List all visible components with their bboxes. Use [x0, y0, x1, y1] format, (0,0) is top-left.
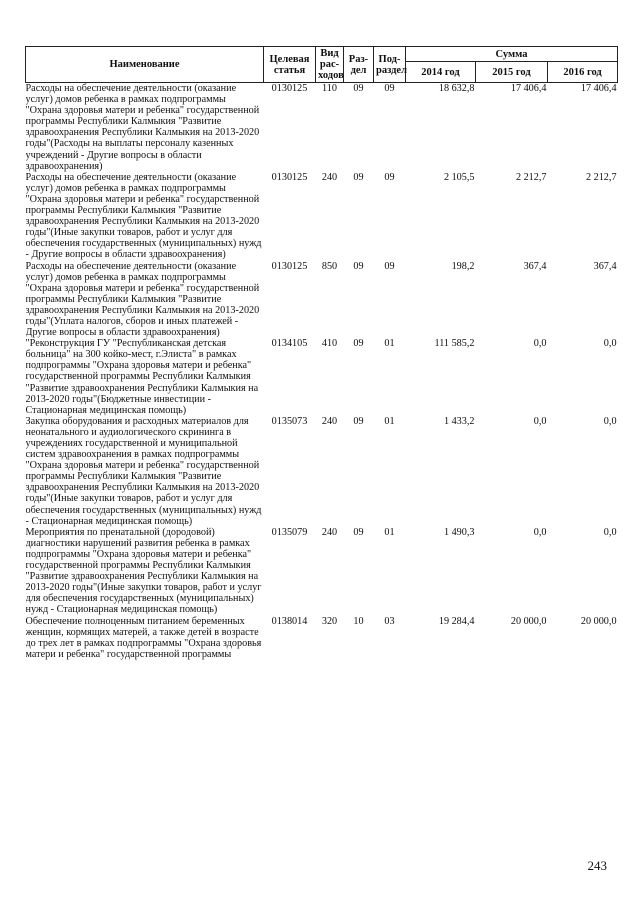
row-razdel: 09	[353, 260, 364, 272]
document-page	[25, 46, 617, 660]
row-name: Мероприятия по пренатальной (дородовой) диагностики нарушений развития ребенка в рамках подпрограммы "Охрана здоровья матери и ребенка" государственной программы Республики Калмыкия "Развитие здравоохранения Республики Калмыкия на 2013-2020 годы"(Иные закупки товаров, работ и услуг для обеспечения государственных (муниципальных) нужд - Стационарная медицинская помощь)	[25, 526, 262, 616]
row-razdel: 09	[353, 338, 364, 350]
row-name: Расходы на обеспечение деятельности (оказание услуг) домов ребенка в рамках подпрограммы "Охрана здоровья матери и ребенка" государственной программы Республики Калмыкия "Развитие здравоохранения Республики Калмыкия на 2013-2020 годы"(Уплата налогов, сборов и иных платежей - Другие вопросы в области здравоохранения)	[25, 260, 260, 339]
row-podrazdel: 09	[384, 260, 395, 272]
row-2016: 0,0	[603, 526, 617, 538]
row-2016: 2 212,7	[585, 171, 617, 183]
budget-table	[25, 46, 618, 660]
row-2014: 18 632,8	[438, 83, 475, 94]
row-2015: 2 212,7	[515, 171, 547, 183]
row-razdel: 09	[353, 83, 364, 94]
row-2015: 17 406,4	[510, 83, 547, 94]
header-name: Наименование	[26, 47, 264, 83]
row-2016: 0,0	[603, 338, 617, 350]
row-code: 0135073	[271, 415, 308, 427]
row-2014: 1 433,2	[443, 415, 475, 427]
row-2014: 19 284,4	[438, 615, 475, 627]
row-name: Закупка оборудования и расходных материалов для неонатального и аудиологического скрининга в учреждениях государственной и муниципальной систем здравоохранения в рамках подпрограммы "Охрана здоровья матери и ребенка" государственной программы Республики Калмыкия "Развитие здравоохранения Республики Калмыкия на 2013-2020 годы"(Иные закупки товаров, работ и услуг для обеспечения государственных (муниципальных) нужд - Стационарная медицинская помощь)	[25, 415, 262, 527]
row-2016: 20 000,0	[580, 615, 617, 627]
row-2015: 0,0	[533, 338, 547, 350]
row-vid: 410	[321, 338, 338, 350]
row-2015: 0,0	[533, 415, 547, 427]
row-name: Обеспечение полноценным питанием беременных женщин, кормящих матерей, а также детей в возрасте до трех лет в рамках подпрограммы "Охрана здоровья матери и ребенка" государственной программы	[25, 615, 262, 660]
row-code: 0138014	[271, 615, 308, 627]
row-2015: 367,4	[523, 260, 547, 272]
row-2014: 2 105,5	[443, 171, 475, 183]
table-row	[26, 616, 618, 660]
row-code: 0130125	[271, 171, 308, 183]
row-2014: 198,2	[451, 260, 475, 272]
row-podrazdel: 03	[384, 615, 395, 627]
table-row	[26, 261, 618, 339]
row-2014: 1 490,3	[443, 526, 475, 538]
header-year-2015: 2015 год	[476, 62, 548, 83]
row-podrazdel: 09	[384, 83, 395, 94]
row-vid: 240	[321, 415, 338, 427]
row-razdel: 09	[353, 526, 364, 538]
row-2015: 20 000,0	[510, 615, 547, 627]
row-podrazdel: 09	[384, 171, 395, 183]
row-vid: 850	[321, 260, 338, 272]
header-year-2016: 2016 год	[548, 62, 618, 83]
row-razdel: 09	[353, 171, 364, 183]
row-2015: 0,0	[533, 526, 547, 538]
row-code: 0134105	[271, 338, 308, 350]
row-podrazdel: 01	[384, 338, 395, 350]
row-2016: 367,4	[593, 260, 617, 272]
row-code: 0130125	[271, 260, 308, 272]
header-podrazdel: Под- раздел	[374, 47, 406, 83]
row-2016: 17 406,4	[580, 83, 617, 94]
table-row	[26, 338, 618, 416]
row-vid: 240	[321, 526, 338, 538]
row-2014: 111 585,2	[434, 338, 475, 350]
table-row	[26, 83, 618, 172]
page-number: 243	[587, 858, 607, 873]
row-code: 0130125	[271, 83, 308, 94]
row-vid: 110	[322, 83, 337, 94]
table-header	[26, 47, 618, 83]
table-body	[26, 83, 618, 660]
row-razdel: 10	[353, 615, 364, 627]
row-razdel: 09	[353, 415, 364, 427]
row-podrazdel: 01	[384, 526, 395, 538]
header-year-2014: 2014 год	[406, 62, 476, 83]
row-vid: 320	[321, 615, 338, 627]
header-sum: Сумма	[406, 47, 618, 62]
row-2016: 0,0	[603, 415, 617, 427]
table-row	[26, 416, 618, 527]
row-vid: 240	[321, 171, 338, 183]
table-row	[26, 527, 618, 616]
row-name: "Реконструкция ГУ "Республиканская детская больница" на 300 койко-мест, г.Элиста" в рамках подпрограммы "Охрана здоровья матери и ребенка" государственной программы Республики Калмыкия "Развитие здравоохранения Республики Калмыкия на 2013-2020 годы"(Бюджетные инвестиции - Стационарная медицинская помощь)	[25, 338, 259, 416]
header-code: Целевая статья	[264, 47, 316, 83]
row-name: Расходы на обеспечение деятельности (оказание услуг) домов ребенка в рамках подпрограммы "Охрана здоровья матери и ребенка" государственной программы Республики Калмыкия "Развитие здравоохранения Республики Калмыкия на 2013-2020 годы"(Иные закупки товаров, работ и услуг для обеспечения государственных (муниципальных) нужд - Другие вопросы в области здравоохранения)	[25, 171, 262, 261]
row-podrazdel: 01	[384, 415, 395, 427]
table-row	[26, 172, 618, 261]
header-vid: Вид рас- ходов	[316, 47, 344, 83]
row-code: 0135079	[271, 526, 308, 538]
header-razdel: Раз- дел	[344, 47, 374, 83]
row-name: Расходы на обеспечение деятельности (оказание услуг) домов ребенка в рамках подпрограммы "Охрана здоровья матери и ребенка" государственной программы Республики Калмыкия "Развитие здравоохранения Республики Калмыкия на 2013-2020 годы"(Расходы на выплаты персоналу казенных учреждений - Другие вопросы в области здравоохранения)	[25, 83, 260, 172]
